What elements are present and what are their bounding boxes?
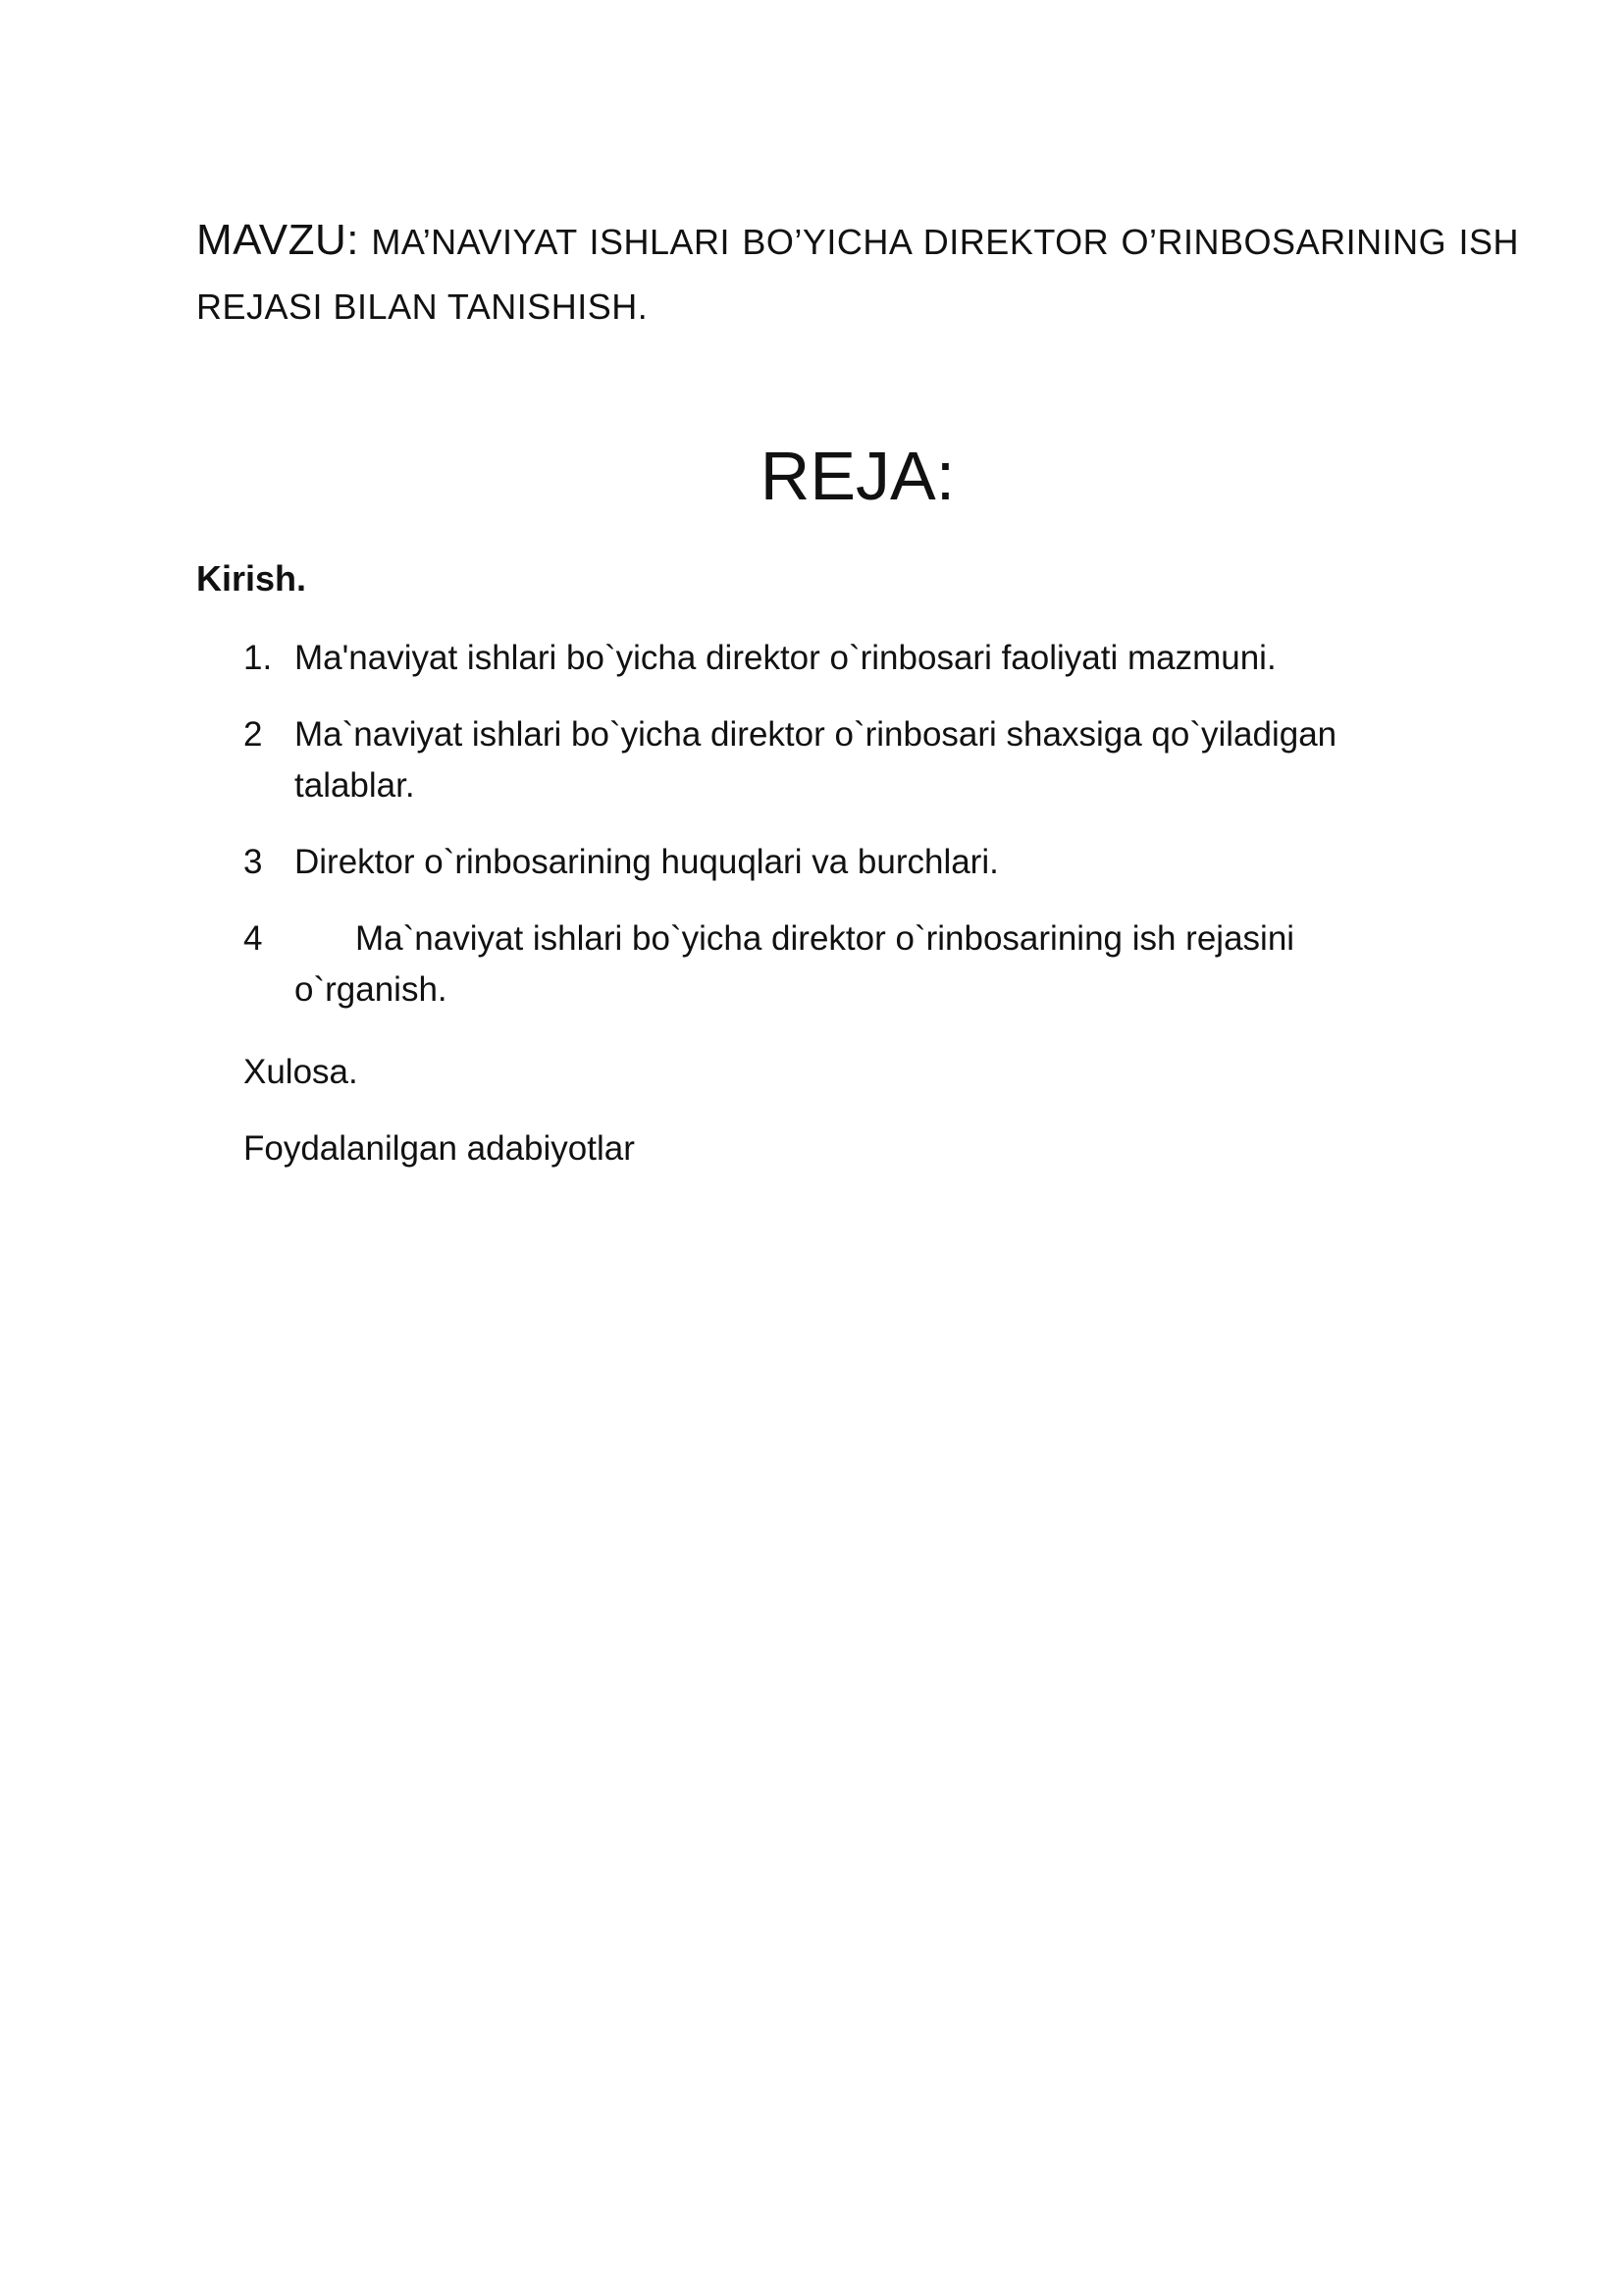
topic-label: MAVZU: bbox=[196, 216, 359, 264]
plan-item-text: Direktor o`rinbosarining huquqlari va burchlari. bbox=[294, 843, 999, 881]
plan-item-text: Ma`naviyat ishlari bo`yicha direktor o`rinbosarining ish rejasini o`rganish. bbox=[294, 919, 1295, 1009]
plan-item bbox=[243, 913, 1421, 1016]
plan-item bbox=[243, 837, 1421, 888]
plan-item-number: 2 bbox=[243, 715, 263, 754]
plan-item-text: Ma'naviyat ishlari bo`yicha direktor o`rinbosari faoliyati mazmuni. bbox=[294, 639, 1277, 677]
plan-item-text: Ma`naviyat ishlari bo`yicha direktor o`rinbosari shaxsiga qo`yiladigan talablar. bbox=[294, 715, 1337, 805]
plan-item-number: 3 bbox=[243, 843, 263, 881]
plan-title: REJA: bbox=[760, 438, 956, 514]
plan-item-number: 1. bbox=[243, 639, 273, 677]
plan-item bbox=[243, 709, 1421, 811]
plan-item-number: 4 bbox=[243, 919, 263, 958]
plan-item bbox=[243, 633, 1421, 684]
topic-heading bbox=[196, 208, 1519, 339]
plan-list bbox=[243, 633, 1421, 1041]
topic-text: MA’NAVIYAT ISHLARI BO’YICHA DIREKTOR O’RINBOSARINING ISH REJASI BILAN TANISHISH. bbox=[196, 222, 1519, 327]
intro-heading: Kirish. bbox=[196, 558, 307, 599]
references-heading: Foydalanilgan adabiyotlar bbox=[243, 1129, 635, 1168]
conclusion-heading: Xulosa. bbox=[243, 1053, 358, 1091]
